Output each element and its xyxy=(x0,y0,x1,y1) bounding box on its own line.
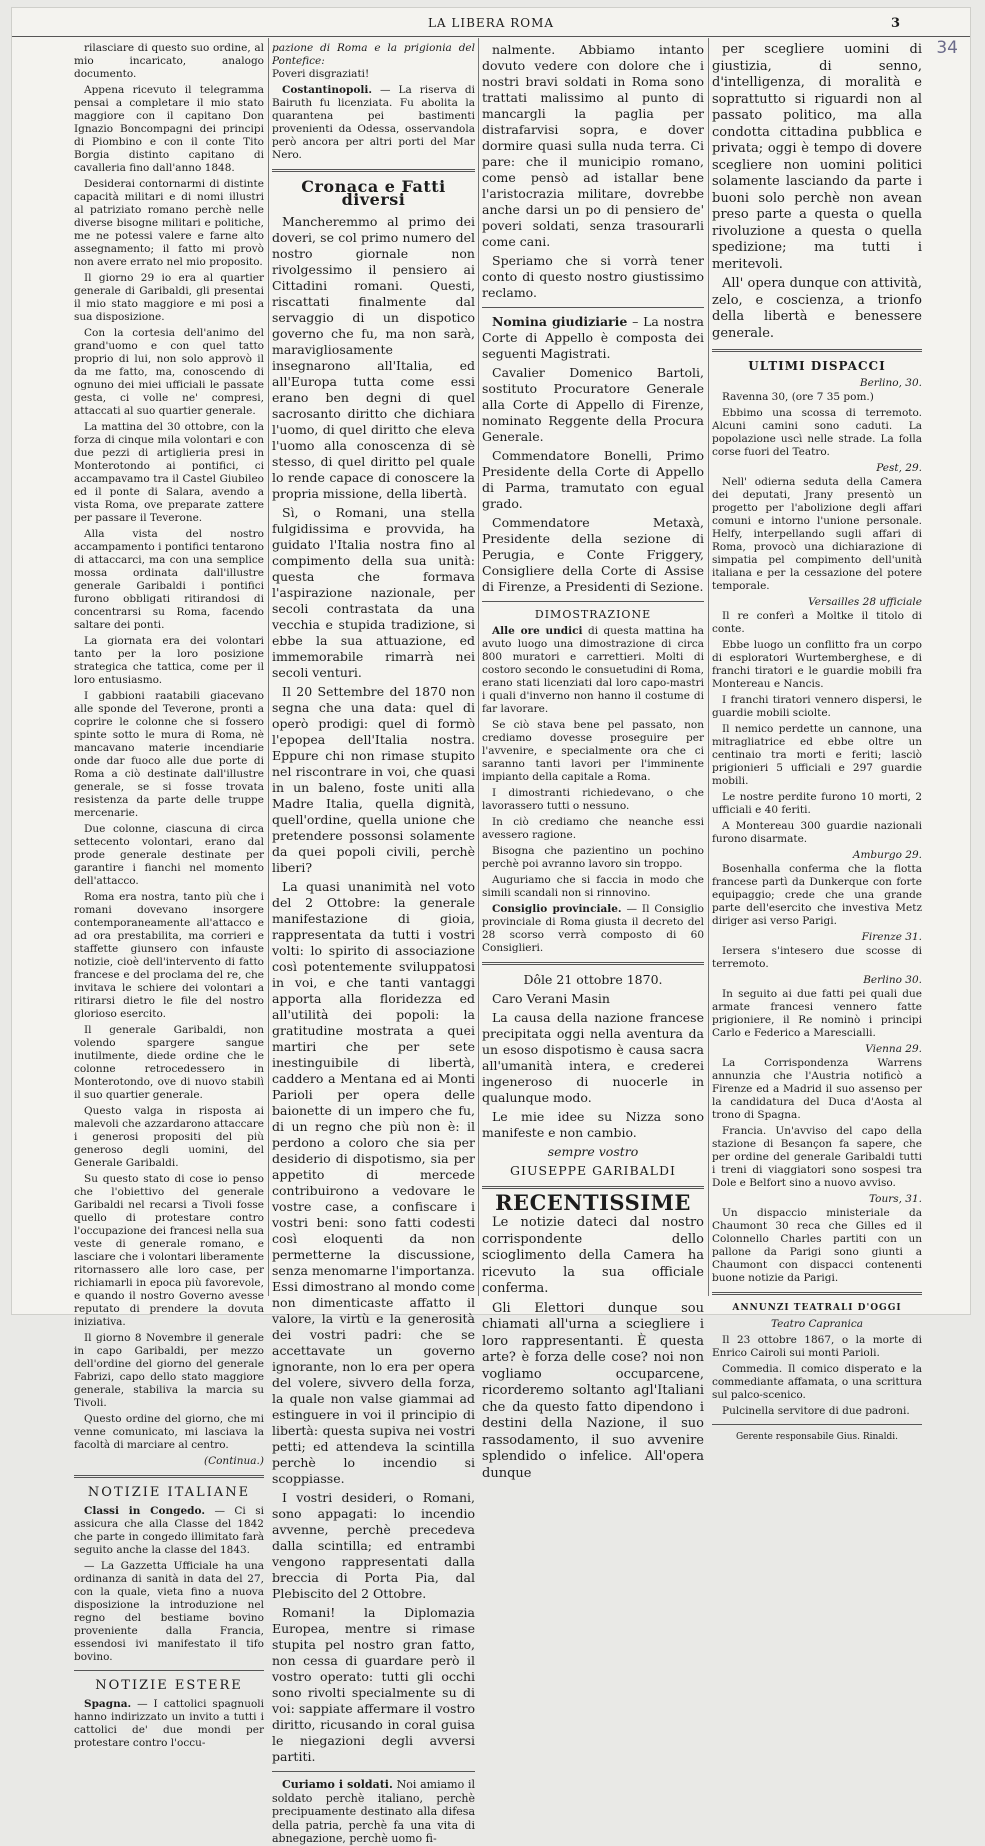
dispaccio-text: A Montereau 300 guardie nazionali furono disarmate. xyxy=(712,820,922,845)
gerente-line: Gerente responsabile Gius. Rinaldi. xyxy=(735,1432,899,1442)
dispaccio-text: I franchi tiratori vennero dispersi, le guardie mobili sciolte. xyxy=(712,694,922,719)
section-divider xyxy=(712,349,922,352)
newspaper-title: LA LIBERA ROMA xyxy=(427,16,555,30)
recentissime-body xyxy=(482,1215,704,1482)
paragraph: Romani! la Diplomazia Europea, mentre si rimase stupita pel nostro gran fatto, non cessa di guardare però il vostro operato: tutti gli occhi sono rivolti specialmente su di voi: sappiate affermare il vostro diritto, ricusando in coral guisa le niegazioni degli avversi partiti. xyxy=(272,1605,475,1764)
paragraph: Alla vista del nostro accampamento i pontifici tentarono di attaccarci, ma con una semplice mossa ordinata dall'illustre generale Garibaldi i pontifici furono obbligati ritirandosi di concentrarsi su Roma, facendo saltare dei ponti. xyxy=(74,528,264,631)
continua-note: (Continua.) xyxy=(203,1455,264,1467)
nomina-item: Cavalier Domenico Bartoli, sostituto Procuratore Generale alla Corte di Appello di Firenze, nominato Reggente della Procura Generale. xyxy=(482,365,704,444)
section-divider xyxy=(482,307,704,308)
paragraph: Questo valga in risposta ai malevoli che azzardarono attaccare i generosi propositi del più generoso degli uomini, del Generale Garibaldi. xyxy=(74,1105,264,1169)
annunzi-list xyxy=(712,1334,922,1418)
notizia-spagna: Spagna. — I cattolici spagnuoli hanno indirizzato un invito a tutti i cattolici de' due mondi per protestare contro l'occu- xyxy=(74,1698,264,1749)
paragraph: I gabbioni raatabili giacevano alle sponde del Teverone, pronti a coprire le colonne che si fossero spinte sotto le mura di Roma, nè mancavano materie incendiarie onde dar fuoco alle due porte di Roma a ciò destinate dall'illustre generale, se si fosse trovata resistenza da parte delle truppe mercenarie. xyxy=(74,690,264,819)
garibaldi-letter xyxy=(482,972,704,1179)
letter-body xyxy=(482,1010,704,1141)
paragraph: Il giorno 8 Novembre il generale in capo Garibaldi, per mezzo dell'ordine del giorno del generale Fabrizi, capo dello stato maggiore generale, stabiliva la marcia su Tivoli. xyxy=(74,1332,264,1409)
dispaccio-text: Francia. Un'avviso del capo della stazione di Besançon fa sapere, che per ordine del generale Garibaldi tutti i treni di viaggiatori sono sospesi tra Dole e Belfort sino a nuovo avviso. xyxy=(712,1125,922,1189)
dispaccio-text: Ebbimo una scossa di terremoto. Alcuni camini sono caduti. La popolazione uscì nelle strade. La folla corse fuori del Teatro. xyxy=(712,407,922,458)
dispaccio-text: Il nemico perdette un cannone, una mitragliatrice ed ebbe oltre un centinaio tra morti e feriti; lasciò prigionieri 5 ufficiali e 297 guardie mobili. xyxy=(712,723,922,787)
notizia-lead: Spagna. xyxy=(84,1698,132,1710)
dispaccio-dateline: Amburgo 29. xyxy=(852,849,922,861)
teatro-name: Teatro Capranica xyxy=(770,1318,864,1330)
dispaccio-text: Le nostre perdite furono 10 morti, 2 ufficiali e 40 feriti. xyxy=(712,791,922,816)
paragraph: nalmente. Abbiamo intanto dovuto vedere con dolore che i nostri bravi soldati in Roma sono trattati malissimo al punto di mancargli la paglia per distrafarvisi sopra, e dover dormire quasi sulla nuda terra. Ci pare: che il municipio romano, come pensò ad istallar bene l'aristocrazia militare, dovrebbe anche darsi un po di pensiero de' poveri soldati, senza trasourarli come cani. xyxy=(482,42,704,249)
section-divider xyxy=(482,1186,704,1189)
ultimi-dispacci-heading: ULTIMI DISPACCI xyxy=(748,359,886,373)
paragraph: La giornata era dei volontari tanto per la loro posizione strategica che tattica, come per il loro entusiasmo. xyxy=(74,635,264,686)
dispaccio-text: Ravenna 30, (ore 7 35 pom.) xyxy=(722,391,874,403)
notizia-lead: Consiglio provinciale. xyxy=(492,903,622,915)
dimostrazione-lead-para: Alle ore undici di questa mattina ha avuto luogo una dimostrazione di circa 800 muratori e carrettieri. Molti di costoro secondo le consuetudini di Roma, erano stati licenziati dal loro capo-mastri i quali d'inverno non hanno il costume di far lavorare. xyxy=(482,625,705,715)
column-4 xyxy=(712,42,922,1442)
dispaccio-dateline: Firenze 31. xyxy=(861,931,922,943)
recentissime-heading: RECENTISSIME xyxy=(495,1190,691,1215)
paragraph: Il giorno 29 io era al quartier generale di Garibaldi, gli presentai il mio stato maggiore e mi posi a sua disposizione. xyxy=(74,272,264,323)
annunzi-heading: ANNUNZI TEATRALI D'OGGI xyxy=(732,1303,902,1313)
dispaccio-text: Iersera s'intesero due scosse di terremoto. xyxy=(712,945,922,970)
column-rule xyxy=(478,38,479,1296)
annunzio-item: Commedia. Il comico disperato e la commediante affamata, o una scrittura sul palco-scenico. xyxy=(712,1363,922,1401)
nomine-list xyxy=(482,365,704,595)
notizia-gazzetta: — La Gazzetta Ufficiale ha una ordinanza di sanità in data del 27, con la quale, vieta fino a nuova disposizione la introduzione nel regno del bestiame bovino proveniente dalla Francia, essendosi ivi manifestato il tifo bovino. xyxy=(74,1560,264,1663)
column-1 xyxy=(74,42,265,1749)
paragraph: Auguriamo che si faccia in modo che simili scandali non si rinnovino. xyxy=(482,874,704,899)
nomine-giudiziarie: Nomina giudiziarie – La nostra Corte di Appello è composta dei seguenti Magistrati. xyxy=(482,314,704,361)
paragraph: Due colonne, ciascuna di circa settecento volontari, erano dal prode generale destinate per garantire i fianchi nel momento dell'attacco. xyxy=(74,823,264,887)
cronaca-heading: Cronaca e Fatti diversi xyxy=(301,177,446,209)
paragraph: Roma era nostra, tanto più che i romani dovevano insorgere contemporaneamente all'attacco e ad ora prestabilita, ma corrieri e staffette giunsero con infauste notizie, cioè dell'intervento di fatto francese e del proclama del re, che invitava le schiere dei volontari a ritirarsi dietro le file del nostro glorioso esercito. xyxy=(74,891,264,1020)
paragraph: Mancheremmo al primo dei doveri, se col primo numero del nostro giornale non rivolgessimo il pensiero ai Cittadini romani. Questi, riscattati finalmente dal servaggio di un dispotico governo che fu, ma non sarà, maravigliosamente insegnarono all'Italia, ed all'Europa tutta come essi erano ben degni di quel sacrosanto diritto che dichiara l'uomo, di quel diritto che eleva l'uomo alla conoscenza di sè stesso, di quel diritto pel quale lo rende capace di conoscere la propria missione, della libertà. xyxy=(272,214,475,501)
paragraph: Gli Elettori dunque sou chiamati all'urna a sciegliere i loro rappresentanti. È questa arte? è forza delle cose? noi non vogliamo occuparcene, ricorderemo soltanto agl'Italiani che da questo fatto dipendono i destini della Nazione, il suo rassodamento, il suo avvenire splendido o infelice. All'opera dunque xyxy=(482,1300,704,1481)
paragraph: I dimostranti richiedevano, o che lavorassero tutti o nessuno. xyxy=(482,787,704,812)
notizia-lead: Costantinopoli. xyxy=(282,84,373,96)
dispaccio-text: La Corrispondenza Warrens annunzia che l'Austria notificò a Firenze ed a Madrid il suo assenso per la candidatura del Duca d'Aosta al trono di Spagna. xyxy=(712,1057,922,1121)
paragraph: Le notizie dateci dal nostro corrispondente dello scioglimento della Camera ha ricevuto la sua officiale conferma. xyxy=(482,1215,704,1296)
column-rule xyxy=(268,38,269,1296)
article-curiamo-soldati: Curiamo i soldati. Noi amiamo il soldato perchè italiano, perchè precipuamente destinato alla difesa della patria, perchè fa una vita di abnegazione, perchè uomo fi- xyxy=(272,1778,475,1845)
section-divider xyxy=(482,601,704,602)
dispaccio-dateline: Berlino 30. xyxy=(863,974,922,986)
notizie-estere-heading: NOTIZIE ESTERE xyxy=(95,1678,243,1693)
paragraph: I vostri desideri, o Romani, sono appagati: lo incendio avvenne, perchè precedeva dalla scintilla; ed entrambi vengono rappresentati dalla breccia di Porta Pia, dal Plebiscito del 2 Ottobre. xyxy=(272,1490,475,1601)
paragraph: Il 20 Settembre del 1870 non segna che una data: quel di operò prodigi: quel di formò l'epopea dell'Italia nostra. Eppure chi non rimase stupito nel riscontrare in voi, che quasi in un baleno, foste uniti alla Madre Italia, quella dignità, quell'ordine, quella unione che pretendere possonsi solamente da quei popoli civili, perchè liberi? xyxy=(272,684,475,875)
paragraph: Questo ordine del giorno, che mi venne comunicato, mi lasciava la facoltà di marciare al centro. xyxy=(74,1413,264,1451)
section-divider xyxy=(482,962,704,965)
letter-closing: sempre vostro xyxy=(547,1144,639,1159)
section-divider xyxy=(712,1424,922,1425)
paragraph: Su questo stato di cose io penso che l'obiettivo del generale Garibaldi nel recarsi a Tivoli fosse quello di protestare contro l'occupazione dei francesi nella sua veste di generale romano, e lasciare che i volontari liberamente ritornassero alle loro case, per richiamarli in epoca più favorevole, e quando il nostro Governo avesse reputato di prendere la dovuta iniziativa. xyxy=(74,1173,264,1328)
annunzio-item: Il 23 ottobre 1867, o la morte di Enrico Cairoli sui monti Parioli. xyxy=(712,1334,922,1359)
paragraph: All' opera dunque con attività, zelo, e coscienza, a trionfo della libertà e benessere generale. xyxy=(712,276,922,341)
section-divider xyxy=(74,1670,264,1671)
paragraph: Appena ricevuto il telegramma pensai a completare il mio stato maggiore con il capitano Don Ignazio Boncompagni dei principi di Piombino e con il conte Tito Borgia distinto capitano di cavalleria fino dall'anno 1848. xyxy=(74,84,264,174)
notizia-lead: Classi in Congedo. xyxy=(84,1505,205,1517)
article-elettori-continued xyxy=(712,42,922,342)
paragraph: Il generale Garibaldi, non volendo spargere sangue inutilmente, diede ordine che le colonne retrocedessero in Monterotondo, ove di nuovo stabilì il suo quartier generale. xyxy=(74,1024,264,1101)
consiglio-provinciale: Consiglio provinciale. — Il Consiglio provinciale di Roma giusta il decreto del 28 scorso verrà composto di 60 Consiglieri. xyxy=(482,903,704,954)
dispaccio-dateline: Tours, 31. xyxy=(868,1193,922,1205)
paragraph: Sì, o Romani, una stella fulgidissima e provvida, ha guidato l'Italia nostra fino al compimento della sua unità: questa che formava l'aspirazione nazionale, per secoli contrastata da una vecchia e stupida tradizione, si ebbe la sua attuazione, ed immemorabile rimarrà nei secoli venturi. xyxy=(272,505,475,680)
section-divider xyxy=(74,1475,264,1478)
dispaccio-text: Un dispaccio ministeriale da Chaumont 30 reca che Gilles ed il Colonnello Charles partiti con un pallone da Parigi sono giunti a Chaumont con dispacci contenenti buone notizie da Parigi. xyxy=(712,1207,922,1284)
paragraph: Speriamo che si vorrà tener conto di questo nostro giustissimo reclamo. xyxy=(482,253,704,300)
paragraph: per scegliere uomini di giustizia, di senno, d'intelligenza, di moralità e soprattutto si riguardi non al passato politico, ma alla condotta cittadina pubblica e privata; oggi è tempo di dovere scegliere non uomini politici solamente lasciando da parte i buoni solo perchè non avean preso parte a questa o quella rivoluzione a questa o quella spedizione; ma tutti i meritevoli. xyxy=(712,42,922,272)
section-divider xyxy=(712,1292,922,1295)
paragraph: rilasciare di questo suo ordine, al mio incaricato, analogo documento. xyxy=(74,42,264,80)
dispacci-list xyxy=(712,377,922,1285)
notizia-classi: Classi in Congedo. — Ci si assicura che alla Classe del 1842 che parte in congedo illimitato farà seguito anche la classe del 1843. xyxy=(74,1505,265,1556)
newspaper-page xyxy=(12,8,970,1845)
notizia-lead: Nomina giudiziarie xyxy=(492,314,628,329)
section-divider xyxy=(272,169,475,172)
pencil-page-note: 34 xyxy=(936,38,958,58)
paragraph: Bisogna che pazientino un pochino perchè poi avranno lavoro sin troppo. xyxy=(482,845,704,870)
dispaccio-text: Nell' odierna seduta della Camera dei deputati, Jrany presentò un progetto per l'abolizione degli affari comuni e intorno l'unione personale. Helfy, interpellando sugli affari di Roma, provocò una dichiarazione di simpatia pel compimento dell'unità italiana e per la cessazione del potere temporale. xyxy=(712,476,922,592)
dispaccio-text: Ebbe luogo un conflitto fra un corpo di esploratori Wurtemberghese, e di franchi tiratori e le guardie mobili fra Montereau e Nancis. xyxy=(712,639,922,690)
dispaccio-dateline: Berlino, 30. xyxy=(859,377,922,389)
spagna-continuation: pazione di Roma e la prigionia del Pontefice: Poveri disgraziati! xyxy=(272,42,475,80)
column-2 xyxy=(272,42,475,1845)
column-rule xyxy=(708,38,709,1296)
notizia-costantinopoli: Costantinopoli. — La riserva di Bairuth fu licenziata. Fu abolita la quarantena pei bastimenti provenienti da Odessa, osservandola però ancora per altri porti del Mar Nero. xyxy=(272,84,475,161)
paragraph: Con la cortesia dell'animo del grand'uomo e con quel tatto proprio di lui, non solo approvò il da me fatto, ma, conoscendo di ognuno dei miei ufficiali le passate gesta, ci volle ne' compresi, attaccati al suo quartier generale. xyxy=(74,327,264,417)
section-divider xyxy=(272,1771,475,1772)
notizia-lead: Alle ore undici xyxy=(492,625,583,637)
article-garibaldi-memoir xyxy=(74,42,264,1452)
dispaccio-text: Bosenhalla conferma che la flotta francese partì da Dunkerque con forte equipaggio; crede che una grande parte dell'esercito che investiva Metz diriger asi verso Parigi. xyxy=(712,863,922,927)
nomina-item: Commendatore Bonelli, Primo Presidente della Corte di Appello di Parma, tramutato con egual grado. xyxy=(482,448,704,511)
dispaccio-dateline: Pest, 29. xyxy=(876,462,922,474)
masthead xyxy=(12,8,970,37)
page-number: 3 xyxy=(890,16,900,31)
letter-salute: Caro Verani Masin xyxy=(492,991,610,1006)
paragraph: Desiderai contornarmi di distinte capacità militari e di nomi illustri al patriziato romano perchè nelle diverse bisogne militari e politiche, me ne potessi valere e farne alto assegnamento; il fatto mi provò non avere errato nel mio proposito. xyxy=(74,178,264,268)
letter-signature: GIUSEPPE GARIBALDI xyxy=(510,1163,676,1178)
dimostrazione-body xyxy=(482,719,704,900)
column-3 xyxy=(482,42,705,1481)
letter-paragraph: La causa della nazione francese precipitata oggi nella aventura da un esoso dispotismo è causa sacra all'umanità intera, e crederei ingeneroso di nuocerle in qualunque modo. xyxy=(482,1010,704,1105)
notizia-lead: Curiamo i soldati. xyxy=(282,1778,393,1791)
dispaccio-text: Il re conferì a Moltke il titolo di conte. xyxy=(712,610,922,635)
notizie-italiane-heading: NOTIZIE ITALIANE xyxy=(87,1485,251,1500)
paragraph: In ciò crediamo che neanche essi avessero ragione. xyxy=(482,816,704,841)
paragraph: Se ciò stava bene pel passato, non crediamo dovesse proseguire per l'avvenire, e specialmente ora che ci saranno tanti lavori per l'imminente impianto della capitale a Roma. xyxy=(482,719,704,783)
letter-paragraph: Le mie idee su Nizza sono manifeste e non cambio. xyxy=(482,1109,704,1140)
paragraph: La mattina del 30 ottobre, con la forza di cinque mila volontari e con due pezzi di artiglieria presi in Monterotondo ai pontifici, ci accampavamo tra il Castel Giubileo ed il ponte di Salara, avendo a vista Roma, ove preparate zattere per passare il Teverone. xyxy=(74,421,264,524)
dispaccio-dateline: Vienna 29. xyxy=(865,1043,922,1055)
dispaccio-dateline: Versailles 28 ufficiale xyxy=(808,596,922,608)
article-cittadini-romani xyxy=(272,214,475,1765)
paragraph: La quasi unanimità nel voto del 2 Ottobre: la generale manifestazione di gioia, rappresentata da tutti i vostri volti: lo spirito di associazione così potentemente sviluppatosi in voi, e che tanti vantaggi apporta alla floridezza ed all'utilità dei popoli: la gratitudine mostrata a quei martiri che per sete inestinguibile di libertà, caddero a Mentana ed ai Monti Parioli per opera delle baionette di un impero che fu, di un regno che più non è: il perdono a coloro che sia per desiderio di dispotismo, sia per appetito di mercede contribuirono a vedovare le vostre case, a confiscare i vostri beni: sono fatti codesti così eloquenti da non permetterne la discussione, senza menomarne l'importanza. Essi dimostrano al mondo come non dimenticaste affatto il valore, la virtù e la generosità dei vostri padri: che se accettavate un governo ignorante, non lo era per opera del volere, sivvero della forza, la quale non valse giammai ad estinguere in voi il principio di libertà: questa supiva nei vostri petti; ed attendeva la scintilla perchè lo incendio si scoppiasse. xyxy=(272,879,475,1486)
annunzio-item: Pulcinella servitore di due padroni. xyxy=(722,1405,910,1417)
nomina-item: Commendatore Metaxà, Presidente della sezione di Perugia, e Conte Friggery, Consigliere della Corte di Assise di Firenze, a Presidenti di Sezione. xyxy=(482,515,704,594)
article-soldati-continued xyxy=(482,42,704,301)
dispaccio-text: In seguito ai due fatti pei quali due armate francesi vennero fatte prigioniere, il Re nominò i principi Carlo e Federico a Marescialli. xyxy=(712,988,922,1039)
dimostrazione-heading: DIMOSTRAZIONE xyxy=(534,608,652,621)
letter-date: Dôle 21 ottobre 1870. xyxy=(523,972,663,987)
